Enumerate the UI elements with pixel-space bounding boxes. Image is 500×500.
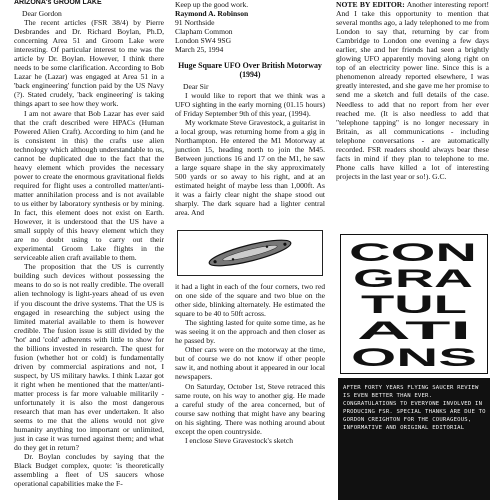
paragraph: I would like to report that we think was a UFO sighting in the early morning (01.15 hours) of Friday September 9th of this year, (1994). bbox=[175, 90, 325, 118]
sender-name: Raymond A. Robinson bbox=[175, 9, 249, 19]
paragraph: Dr. Boylan concludes by saying that the Black Budget complex, quote: 'is theoretically assembling a fleet of US saucers whose operational capabilities make the F- bbox=[14, 452, 164, 489]
editor-note-label: NOTE BY EDITOR: bbox=[336, 0, 405, 9]
editor-note-column bbox=[336, 0, 489, 181]
paragraph: On Saturday, October 1st, Steve retraced this same route, on his way to another gig. He made a careful study of the area concerned, but of course saw nothing that might have any bearing on his sighting. There was nothing around about except the open countryside. bbox=[175, 381, 325, 436]
article-title: Huge Square UFO Over British Motorway (1994) bbox=[178, 61, 322, 80]
closing-line: Keep up the good work. bbox=[175, 0, 249, 9]
tribute-text: AFTER FORTY YEARS FLYING SAUCER REVIEW IS EVEN BETTER THAN EVER. CONGRATULATIONS TO EVERYONE INVOLVED IN PRODUCING FSR. SPECIAL THANKS ARE DUE TO GORDON CREIGHTON FOR THE COURAGEOUS, INFORMATIVE AND ORIGINAL EDITORIAL bbox=[343, 385, 486, 432]
letter-column-middle-continued bbox=[175, 282, 325, 445]
letter-date: March 25, 1994 bbox=[175, 45, 224, 55]
congratulations-artwork bbox=[340, 234, 488, 374]
sender-address-line: 91 Northside bbox=[175, 18, 215, 28]
salutation: Dear Gordon bbox=[22, 9, 62, 18]
congrats-letters-row: CON bbox=[349, 239, 477, 267]
tribute-box bbox=[338, 378, 490, 500]
paragraph: I enclose Steve Gravestock's sketch bbox=[185, 435, 294, 445]
congrats-letters-row: TUL bbox=[361, 291, 467, 319]
congrats-letters-row: GRA bbox=[353, 265, 473, 293]
editor-note bbox=[336, 0, 489, 181]
paragraph: The sighting lasted for quite some time, as he was seeing it on the approach and then closer as he passed by. bbox=[175, 318, 325, 346]
editor-note-text: Another interesting report! And I take this opportunity to mention that several months ago, a lady telephoned to me from London to say that, returning by car from Cambridge to London one evening a few days earlier, she and her friends had seen a brightly glowing UFO apparently moving along right on top of an electricity power line. Since this is a phenomenon already reported elsewhere, I was greatly interested, and she gave me her promise to send me a sketch and full details of the case. Needless to add that no report from her ever reached me. (It is also needless to add that "telephone tapping" is no longer necessary in Britain, as all communications - including telephone conversations - are automatically recorded. FSR readers should always bear these facts in mind if they plan to telephone to me. Phone calls have killed a lot of interesting projects in the last year or so!). G.C. bbox=[336, 0, 489, 181]
congrats-letters-row: ATI bbox=[357, 317, 471, 345]
ufo-sketch bbox=[177, 230, 323, 276]
paragraph: The recent articles (FSR 38/4) by Pierre Desbrandes and Dr. Richard Boylan, Ph.D, concerning Area 51 and Groom Lake were interesting. Of particular interest to me was the article by Dr. Boylan. However, I think there needs to be some clarification. According to Bob Lazar he (Lazar) was engaged at Area 51 in a 'back engineering' function paid by the US Navy (?). Stated crudely, 'back engineering' is taking things apart to see how they work. bbox=[14, 18, 164, 109]
congratulations-lettering bbox=[341, 235, 487, 373]
cut-off-heading: ARIZONA's GROOM LAKE bbox=[14, 0, 102, 5]
letter-column-left bbox=[14, 0, 164, 488]
paragraph: it had a light in each of the four corners, two red on one side of the square and two blue on the other side, blinking alternately. He estimated the square to be 40 to 50ft across. bbox=[175, 282, 325, 319]
paragraph: Other cars were on the motorway at the time, but of course we do not know if other people saw it, and nothing about it appeared in our local newspapers. bbox=[175, 345, 325, 382]
paragraph: The proposition that the US is currently building such devices without possessing the means to do so is not really credible. The overall alien technology is light-years ahead of us even if you discount the drive systems. That the US is engaged in researching the subject using the limited material available to them is however credible. The fusion issue is still divided by the 'hot' and 'cold' adherents with little to show for the billions invested in research. The quest for fusion (whether hot or cold) is fundamentally driven by commercial aspirations and not, I suspect, by US military hawks. I think Lazar got it right when he mentioned that the matter/anti-matter process is far more valuable militarily - unfortunately it is also the most dangerous research that man has ever undertaken. It also seems to me that the aliens would not give humanity anything too important or unlimited, just in case it was turned against them; and what do they get in return? bbox=[14, 262, 164, 453]
letter-column-middle bbox=[175, 0, 325, 217]
ufo-sketch-drawing bbox=[178, 231, 322, 275]
paragraph: I am not aware that Bob Lazar has ever said that the craft described were HPACs (Human Powered Alien Craft). According to him (and he is consistent in this) the crafts use alien technology which although understandable to us, cannot be duplicated due to the fact that the heavy element which provides the necessary power to create the enormous gravitational fields required for flight uses a controlled matter/anti-matter annihilation process and is not available to us either by laboratory synthesis or by mining. In fact, this element does not exist on Earth. However, it is understood that the US have a small supply of this heavy element which they are no doubt using to carry out their experimental Groom Lake flights in the serviceable alien craft available to them. bbox=[14, 108, 164, 263]
salutation: Dear Sir bbox=[183, 81, 209, 91]
congrats-letters-row: ONS bbox=[351, 344, 477, 372]
sender-address-line: London SW4 9SG bbox=[175, 36, 232, 46]
paragraph: My workmate Steve Gravestock, a guitarist in a local group, was returning home from a gig in Northampton. He entered the M1 Motorway at junction 15, heading north to join the M45. Between junctions 16 and 17 on the M1, he saw a large square shape in the sky approximately 500 yards or so away to his right, and at an estimated height of maybe less than 1,000ft. As it was a fairly clear night the shape stood out sharply. The dark square had a lighter central area. And bbox=[175, 117, 325, 218]
sender-address-line: Clapham Common bbox=[175, 27, 233, 37]
